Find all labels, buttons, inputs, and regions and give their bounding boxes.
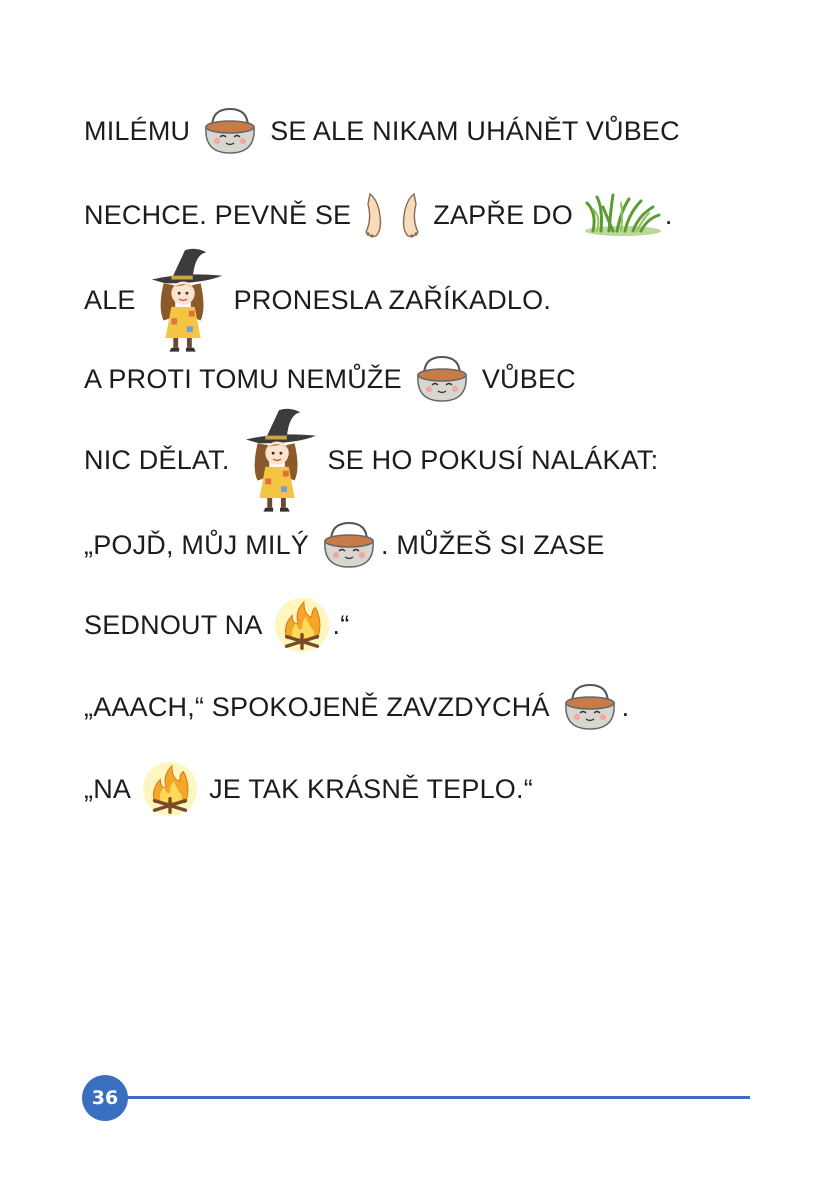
pot-icon <box>319 518 379 572</box>
text-line <box>84 244 551 356</box>
line-text: PRONESLA ZAŘÍKADLO. <box>233 284 552 315</box>
pot-icon <box>200 104 260 158</box>
line-text: . <box>621 691 630 722</box>
witch-icon <box>240 404 318 516</box>
pot-icon <box>560 680 620 734</box>
text-line <box>84 190 673 240</box>
text-line <box>84 596 349 654</box>
witch-icon <box>146 244 224 356</box>
line-text: ZAPŘE DO <box>433 199 573 230</box>
line-text: SE HO POKUSÍ NALÁKAT: <box>327 444 659 475</box>
line-text: . <box>664 199 673 230</box>
line-text: JE TAK KRÁSNĚ TEPLO.“ <box>209 773 533 804</box>
line-text: .“ <box>332 609 350 640</box>
line-text: SEDNOUT NA <box>84 609 263 640</box>
text-line <box>84 518 605 572</box>
line-text: „POJĎ, MŮJ MILÝ <box>84 529 310 560</box>
text-line <box>84 404 658 516</box>
line-text: VŮBEC <box>481 363 576 394</box>
pot-icon <box>412 352 472 406</box>
line-text: A PROTI TOMU NEMŮŽE <box>84 363 402 394</box>
page-number: 36 <box>82 1075 128 1121</box>
feet-icon <box>361 190 423 240</box>
text-line <box>84 680 629 734</box>
line-text: MILÉMU <box>84 115 191 146</box>
text-line <box>84 352 576 406</box>
grass-icon <box>583 193 663 237</box>
text-line <box>84 104 680 158</box>
line-text: NIC DĚLAT. <box>84 444 230 475</box>
line-text: ALE <box>84 284 136 315</box>
campfire-icon <box>141 760 199 818</box>
line-text: NECHCE. PEVNĚ SE <box>84 199 352 230</box>
line-text: . MŮŽEŠ SI ZASE <box>381 529 605 560</box>
text-line <box>84 760 533 818</box>
footer-rule <box>126 1096 750 1099</box>
line-text: „NA <box>84 773 132 804</box>
line-text: SE ALE NIKAM UHÁNĚT VŮBEC <box>270 115 680 146</box>
campfire-icon <box>273 596 331 654</box>
line-text: „AAACH,“ SPOKOJENĚ ZAVZDYCHÁ <box>84 691 550 722</box>
